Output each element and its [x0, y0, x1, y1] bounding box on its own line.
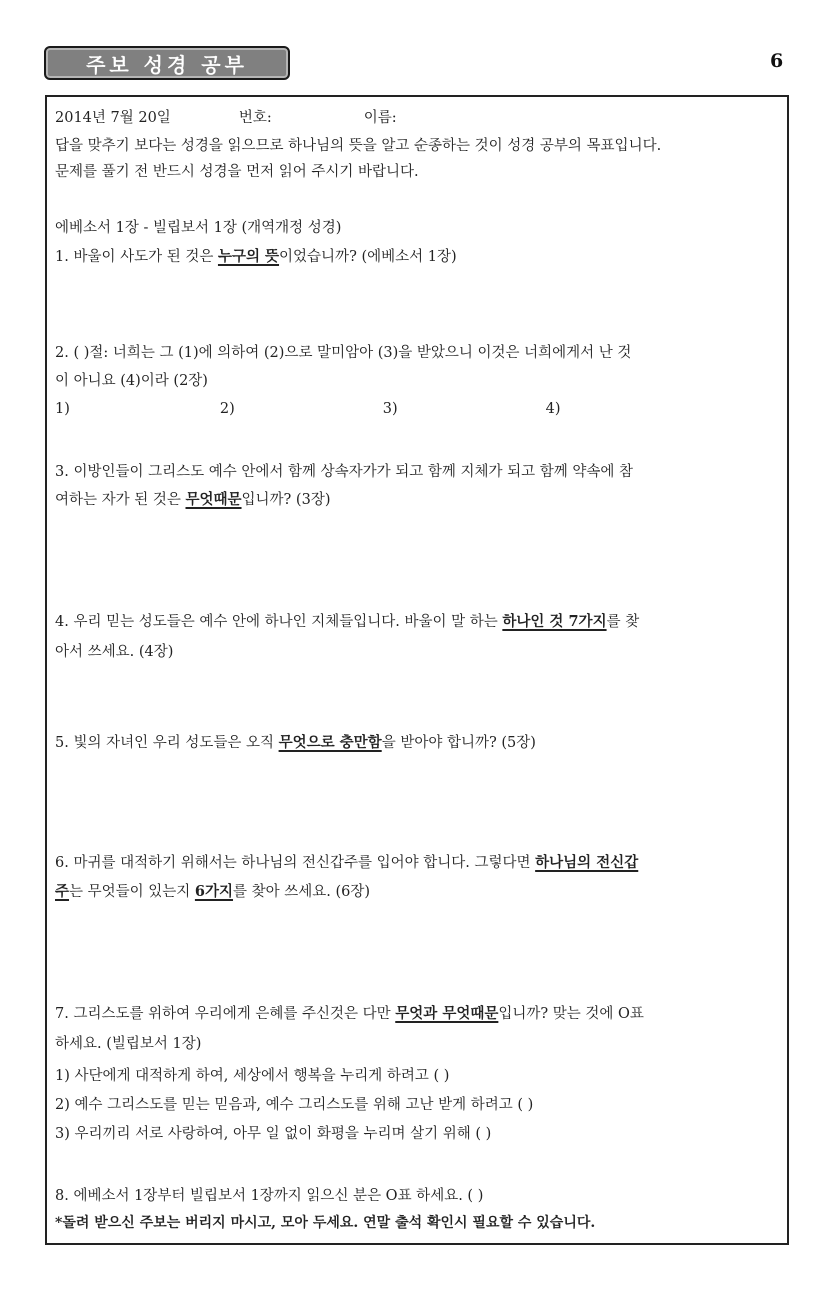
- question-2-line-1: 2. ( )절: 너희는 그 (1)에 의하여 (2)으로 말미암아 (3)을 받았으니 이것은 너희에게서 난 것: [55, 345, 632, 361]
- question-4-line-2: 아서 쓰세요. (4장): [55, 644, 174, 660]
- question-2-answers: [55, 399, 561, 419]
- question-7-option-2: 2) 예수 그리스도를 믿는 믿음과, 예수 그리스도를 위해 고난 받게 하려고 ( ): [55, 1097, 534, 1113]
- question-6-keyword-1: 하나님의 전신갑: [535, 854, 639, 871]
- question-7-text-b: 입니까? 맞는 것에 O표: [498, 1006, 644, 1022]
- question-5-keyword: 무엇으로 충만함: [278, 734, 382, 751]
- question-5-text-b: 을 받아야 합니까? (5장): [381, 735, 536, 751]
- section-heading: 에베소서 1장 - 빌립보서 1장 (개역개정 성경): [55, 220, 342, 236]
- question-4-text-b: 를 찾: [606, 614, 640, 630]
- answer-slot-1: 1): [55, 401, 70, 417]
- question-6-line-2: [55, 882, 370, 902]
- question-3-line-1: 3. 이방인들이 그리스도 예수 안에서 함께 상속자가가 되고 함께 지체가 되고 함께 약속에 참: [55, 464, 634, 480]
- intro-line-1: 답을 맞추기 보다는 성경을 읽으므로 하나님의 뜻을 알고 순종하는 것이 성경 공부의 목표입니다.: [55, 138, 662, 154]
- question-6-text-c: 를 찾아 쓰세요. (6장): [233, 884, 371, 900]
- question-3-text-a: 여하는 자가 된 것은: [55, 492, 186, 508]
- page-title: 주보 성경 공부: [86, 52, 248, 77]
- question-7-keyword: 무엇과 무엇때문: [395, 1005, 499, 1022]
- question-4-line-1: [55, 612, 639, 632]
- name-label: 이름:: [363, 110, 397, 126]
- question-7-line-1: [55, 1004, 644, 1024]
- question-1-text-b: 이었습니까? (에베소서 1장): [279, 249, 457, 265]
- number-label: 번호:: [238, 110, 272, 126]
- page-number: 6: [770, 50, 784, 72]
- question-7-option-3: 3) 우리끼리 서로 사랑하여, 아무 일 없이 화평을 누리며 살기 위해 ( ): [55, 1126, 492, 1142]
- question-6-keyword-2: 주: [55, 883, 70, 900]
- answer-slot-2: 2): [219, 401, 235, 417]
- info-line: [55, 108, 397, 128]
- question-4-text-a: 4. 우리 믿는 성도들은 예수 안에 하나인 지체들입니다. 바울이 말 하는: [55, 614, 503, 630]
- question-1-keyword: 누구의 뜻: [217, 248, 280, 265]
- question-7-option-1: 1) 사단에게 대적하게 하여, 세상에서 행복을 누리게 하려고 ( ): [55, 1068, 450, 1084]
- footer-note: *돌려 받으신 주보는 버리지 마시고, 모아 두세요. 연말 출석 확인시 필요할 수 있습니다.: [55, 1215, 596, 1231]
- question-6-line-1: [55, 853, 638, 873]
- question-1-text-a: 1. 바울이 사도가 된 것은: [55, 249, 218, 265]
- question-8: 8. 에베소서 1장부터 빌립보서 1장까지 읽으신 분은 O표 하세요. ( ): [55, 1188, 484, 1204]
- answer-slot-4: 4): [545, 401, 561, 417]
- date-text: 2014년 7월 20일: [55, 110, 171, 126]
- question-3-text-b: 입니까? (3장): [241, 492, 331, 508]
- question-2-line-2: 이 아니요 (4)이라 (2장): [55, 373, 208, 389]
- question-7-line-2: 하세요. (빌립보서 1장): [55, 1036, 202, 1052]
- page-title-box: [44, 46, 290, 80]
- question-6-keyword-3: 6가지: [194, 883, 234, 900]
- question-3-line-2: [55, 490, 330, 510]
- question-3-keyword: 무엇때문: [185, 491, 242, 508]
- intro-line-2: 문제를 풀기 전 반드시 성경을 먼저 읽어 주시기 바랍니다.: [55, 164, 419, 180]
- question-5: [55, 733, 536, 753]
- question-6-text-a: 6. 마귀를 대적하기 위해서는 하나님의 전신갑주를 입어야 합니다. 그렇다면: [55, 855, 536, 871]
- question-4-keyword: 하나인 것 7가지: [502, 613, 607, 630]
- question-1: [55, 247, 457, 267]
- question-6-text-b: 는 무엇들이 있는지: [69, 884, 195, 900]
- question-5-text-a: 5. 빛의 자녀인 우리 성도들은 오직: [55, 735, 279, 751]
- answer-slot-3: 3): [382, 401, 398, 417]
- question-7-text-a: 7. 그리스도를 위하여 우리에게 은혜를 주신것은 다만: [55, 1006, 396, 1022]
